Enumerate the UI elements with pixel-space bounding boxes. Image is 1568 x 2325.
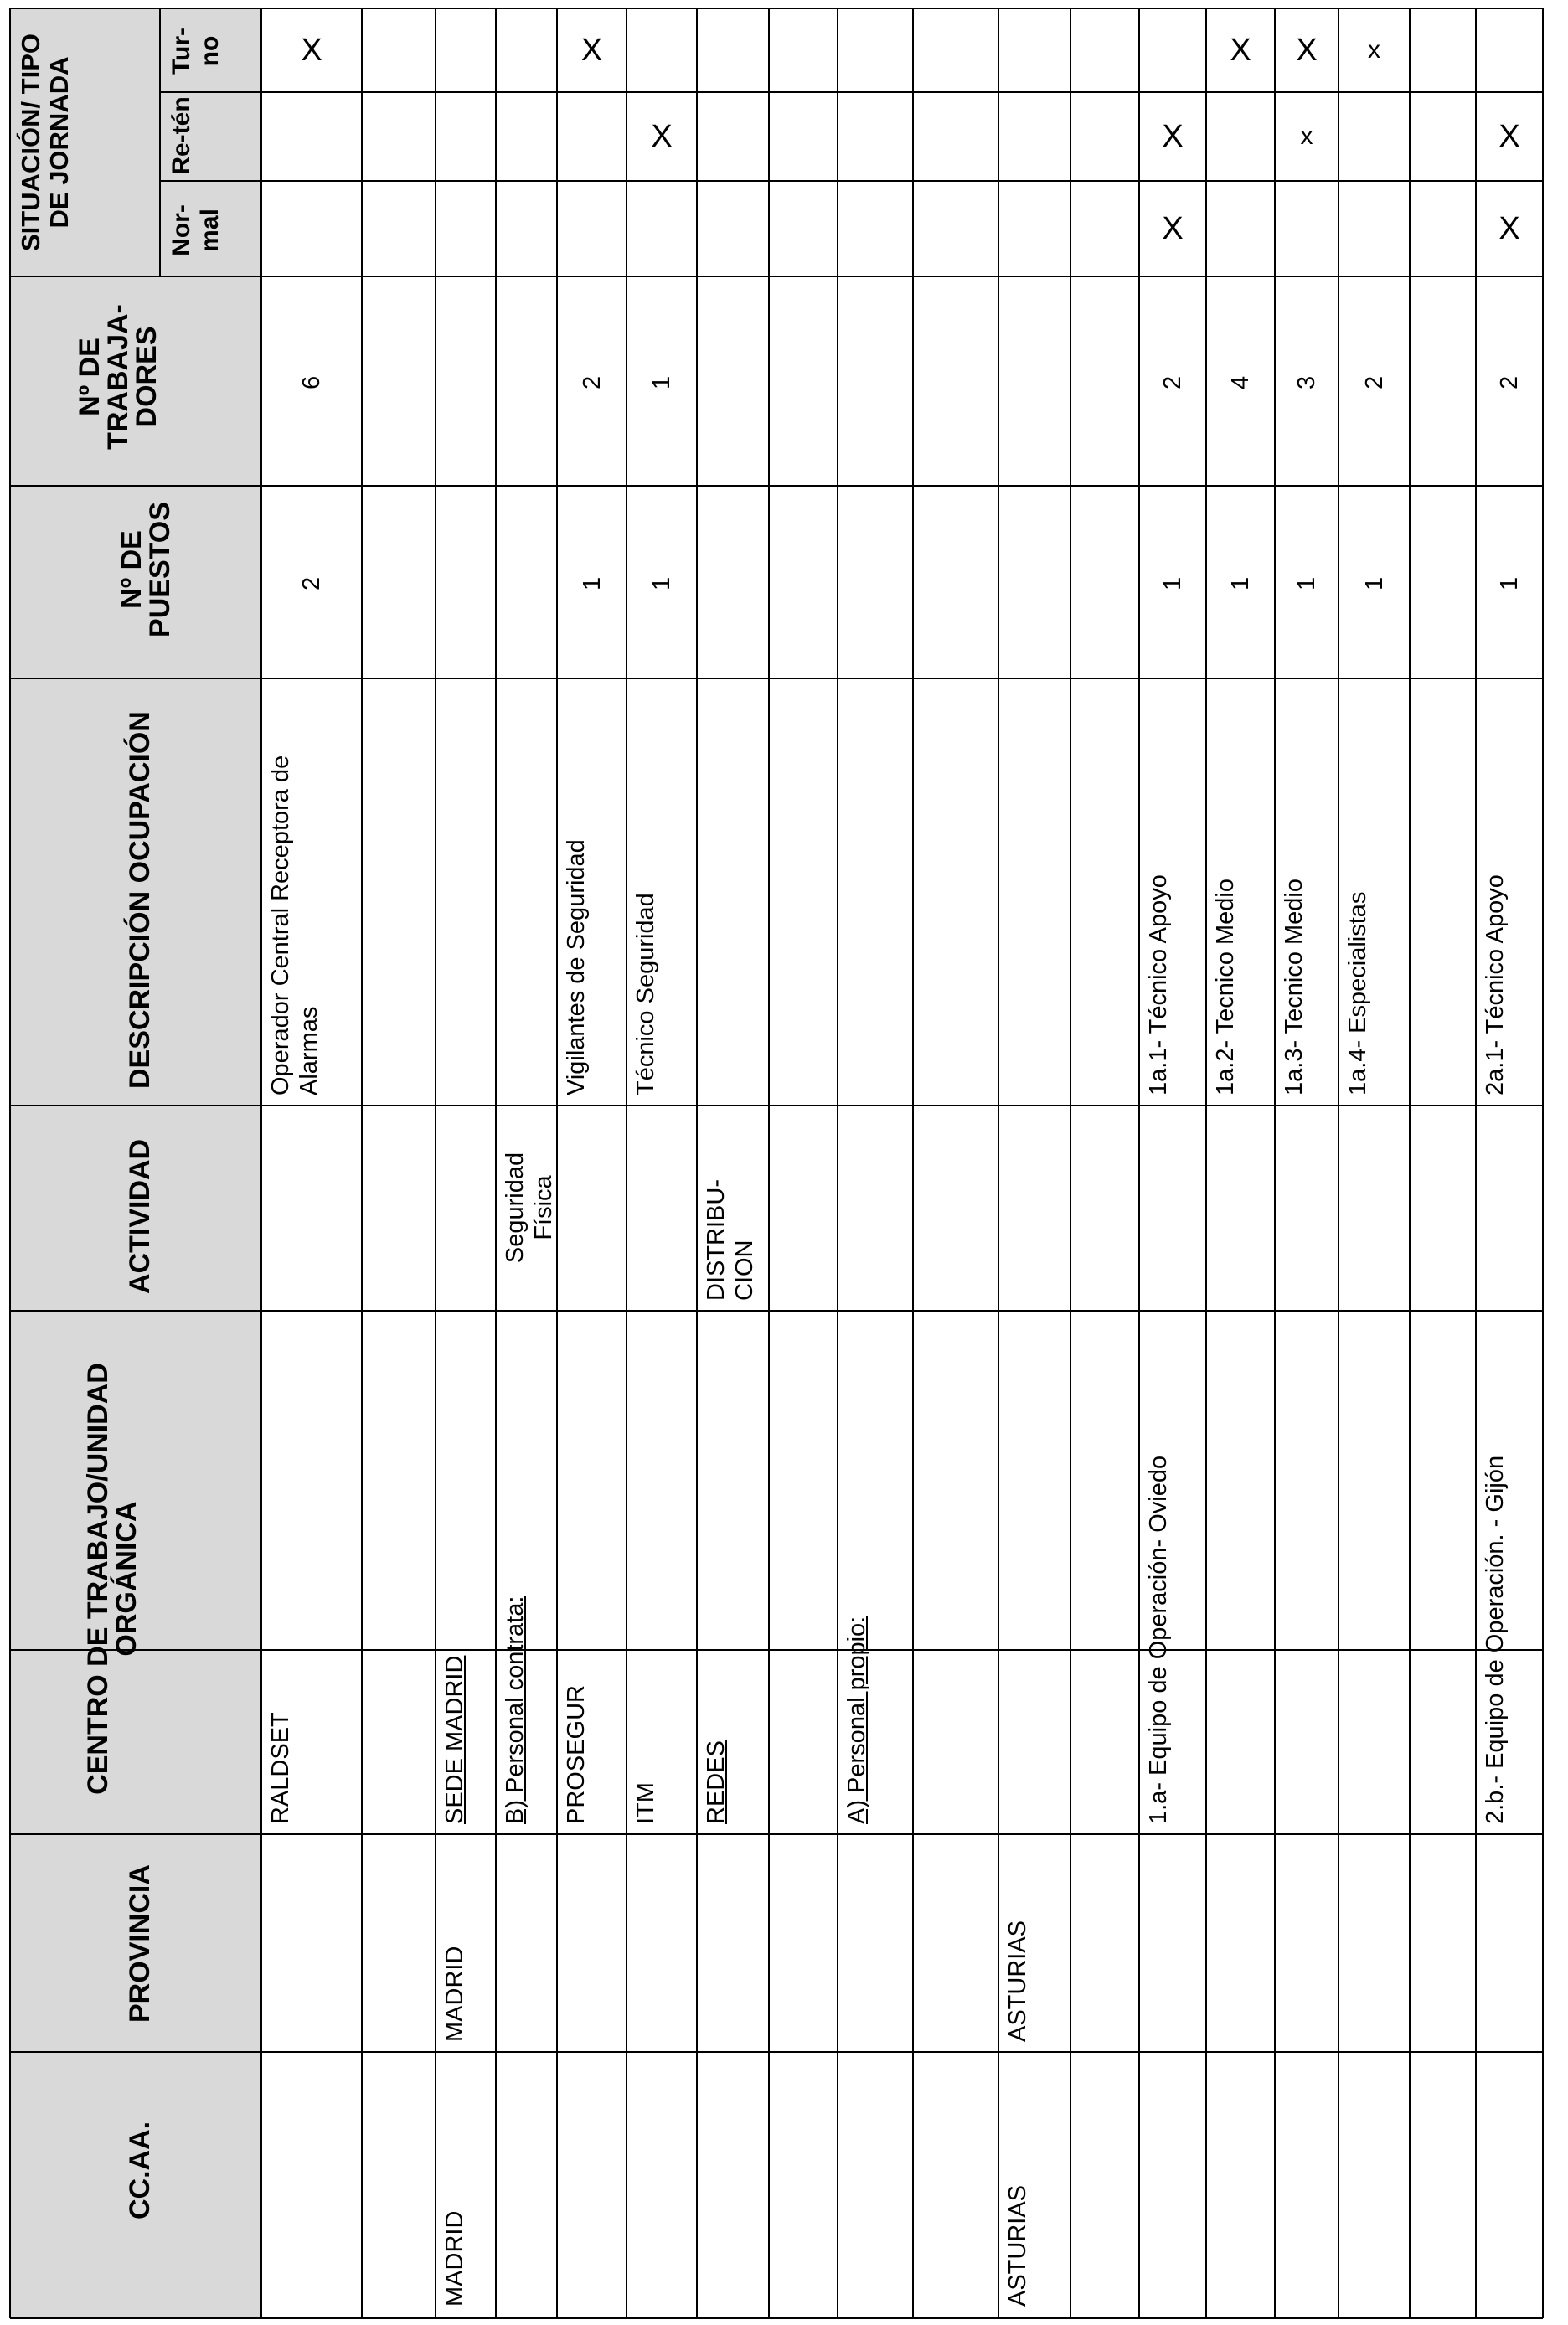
cell-turno-mark: X [1230, 33, 1251, 68]
column-border [10, 485, 1543, 487]
cell-trabajadores: 2 [1159, 375, 1186, 389]
header-centro: CENTRO DE TRABAJO/UNIDAD ORGÁNICA [82, 1363, 142, 1795]
row-border [435, 8, 436, 2318]
row-border [998, 8, 999, 2318]
cell-ccaa: MADRID [441, 2210, 468, 2307]
row-border [1205, 8, 1207, 2318]
cell-descripcion: 1a.1- Técnico Apoyo [1145, 874, 1172, 1095]
column-border [161, 180, 1543, 182]
column-border [10, 2317, 1543, 2319]
row-border [837, 8, 838, 2318]
cell-trabajadores: 2 [1360, 375, 1388, 389]
cell-puestos: 1 [1360, 576, 1388, 590]
cell-provincia: MADRID [441, 1946, 468, 2042]
row-border [1475, 8, 1477, 2318]
header-provincia: PROVINCIA [124, 1864, 156, 2023]
table-right-border [1542, 8, 1544, 2318]
row-border [361, 8, 363, 2318]
header-ccaa: CC.AA. [124, 2121, 156, 2219]
cell-centro: SEDE MADRID [441, 1655, 468, 1824]
cell-normal-mark: X [1498, 211, 1520, 246]
row-border [1409, 8, 1411, 2318]
cell-turno-mark: x [1368, 36, 1380, 64]
cell-turno-mark: X [1296, 33, 1318, 68]
cell-puestos: 1 [1227, 576, 1254, 590]
cell-puestos: 1 [1496, 576, 1523, 590]
cell-provincia: ASTURIAS [1004, 1920, 1031, 2042]
header-descripcion: DESCRIPCIÓN OCUPACIÓN [124, 711, 156, 1089]
cell-puestos: 1 [578, 576, 606, 590]
column-border [10, 8, 1543, 9]
cell-trabajadores: 3 [1293, 375, 1320, 389]
header-actividad: ACTIVIDAD [124, 1138, 156, 1294]
cell-trabajadores: 2 [578, 375, 606, 389]
cell-descripcion: Vigilantes de Seguridad [563, 839, 590, 1095]
cell-trabajadores: 1 [648, 375, 675, 389]
cell-trabajadores: 4 [1227, 375, 1254, 389]
cell-actividad: DISTRIBU-CION [703, 1179, 758, 1301]
header-puestos: Nº DE PUESTOS [116, 502, 176, 637]
cell-descripcion: Operador Central Receptora de Alarmas [267, 755, 322, 1095]
row-border [1138, 8, 1140, 2318]
cell-trabajadores: 2 [1496, 375, 1523, 389]
cell-trabajadores: 6 [298, 375, 325, 389]
cell-puestos: 1 [648, 576, 675, 590]
cell-reten-mark: x [1300, 122, 1313, 150]
column-border [10, 1649, 1543, 1651]
header-situacion: SITUACIÓN/ TIPO DE JORNADA [16, 33, 74, 252]
column-border [10, 1105, 1543, 1106]
cell-descripcion: 1a.2- Tecnico Medio [1212, 878, 1239, 1095]
column-border [10, 2051, 1543, 2053]
cell-reten-mark: X [1162, 119, 1184, 154]
row-border [626, 8, 627, 2318]
row-border [768, 8, 770, 2318]
cell-descripcion: Técnico Seguridad [632, 893, 659, 1095]
row-border [1338, 8, 1339, 2318]
column-border [10, 1310, 1543, 1312]
cell-reten-mark: X [651, 119, 673, 154]
cell-centro: A) Personal propio: [843, 1616, 870, 1824]
row-border [696, 8, 698, 2318]
cell-centro: RALDSET [267, 1712, 294, 1824]
header-subdivider [159, 8, 161, 276]
cell-puestos: 1 [1293, 576, 1320, 590]
cell-puestos: 2 [298, 576, 325, 590]
column-border [10, 1833, 1543, 1835]
header-normal: Nor-mal [168, 204, 224, 256]
cell-reten-mark: X [1498, 119, 1520, 154]
cell-descripcion: 1a.3- Tecnico Medio [1281, 878, 1308, 1095]
cell-centro: B) Personal contrata: [502, 1596, 529, 1824]
row-border [495, 8, 497, 2318]
cell-descripcion: 2a.1- Técnico Apoyo [1482, 874, 1509, 1095]
column-border [10, 276, 1543, 277]
cell-centro: PROSEGUR [563, 1685, 590, 1824]
column-border [10, 678, 1543, 679]
cell-normal-mark: X [1162, 211, 1184, 246]
cell-actividad: Seguridad Física [502, 1152, 557, 1264]
cell-centro: REDES [703, 1740, 730, 1824]
cell-centro: 2.b.- Equipo de Operación. - Gijón [1482, 1455, 1509, 1824]
row-border [1070, 8, 1071, 2318]
header-turno: Tur-no [168, 27, 224, 75]
table-left-border [9, 8, 11, 2318]
header-trabajadores: Nº DE TRABAJA-DORES [74, 304, 162, 450]
cell-puestos: 1 [1159, 576, 1186, 590]
header-reten: Re-tén [168, 96, 195, 175]
cell-centro: ITM [632, 1782, 659, 1824]
row-border [260, 8, 262, 2318]
cell-turno-mark: X [580, 33, 603, 68]
cell-ccaa: ASTURIAS [1004, 2184, 1031, 2307]
cell-descripcion: 1a.4- Especialistas [1344, 891, 1371, 1095]
cell-centro: 1.a- Equipo de Operación- Oviedo [1145, 1455, 1172, 1824]
row-border [1274, 8, 1276, 2318]
column-border [161, 91, 1543, 93]
cell-turno-mark: X [301, 33, 322, 68]
row-border [912, 8, 914, 2318]
